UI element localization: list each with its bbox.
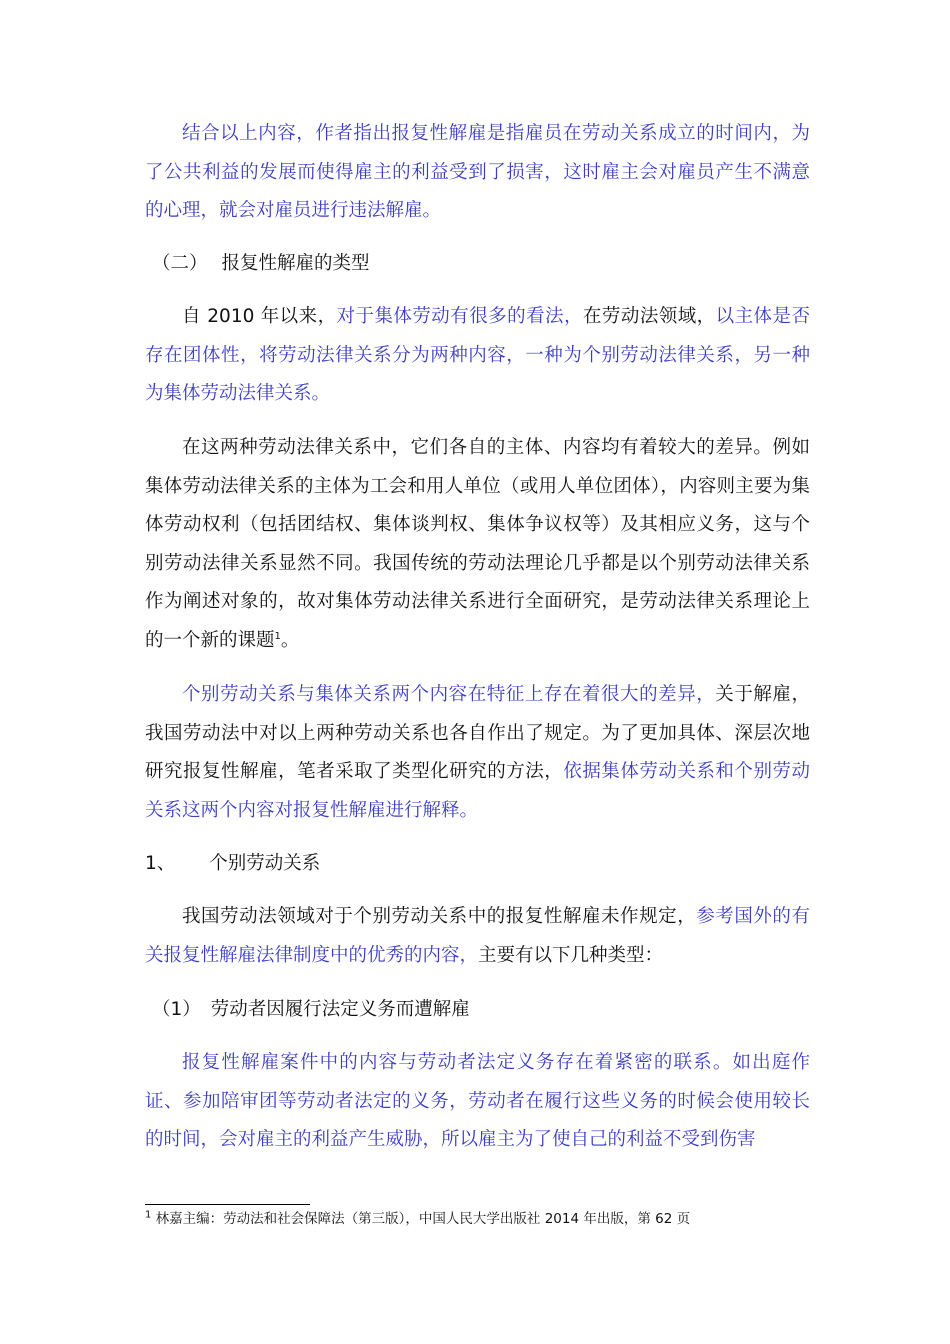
item-heading-legal-duty — [152, 991, 470, 1030]
text-run: 在劳动法领域， — [582, 306, 716, 327]
section-heading-types — [152, 245, 370, 284]
paragraph-legal-duty-text: 报复性解雇案件中的内容与劳动者法定义务存在着紧密的联系。如出庭作证、参加陪审团等劳动者法定的义务，劳动者在履行这些义务的时候会使用较长的时间，会对雇主的利益产生威胁，所以雇主为了使自己的利益不受到伤害 — [145, 1052, 810, 1150]
footnote-text: 林嘉主编：劳动法和社会保障法（第三版），中国人民大学出版社 2014 年出版，第 62 页 — [151, 1211, 691, 1227]
blue-text-run: 参考国外的有关报复性解雇法律制度中的优秀的内容， — [145, 906, 810, 966]
text-run: 在这两种劳动法律关系中，它们各自的主体、内容均有着较大的差异。例如集体劳动法律关系的主体为工会和用人单位（或用人单位团体），内容则主要为集体劳动权利（包括团结权、集体谈判权、集体争议权等）及其相应义务，这与个别劳动法律关系显然不同。我国传统的劳动法理论几乎都是以个别劳动法律关系作为阐述对象的，故对集体劳动法律关系进行全面研究，是劳动法律关系理论上的一个新的课题 — [145, 437, 810, 651]
paragraph-individual-types — [145, 898, 810, 975]
paragraph-typology-method — [145, 676, 810, 830]
paragraph-relationship-differences — [145, 429, 810, 660]
footnote — [145, 1208, 690, 1230]
subsection-heading-individual — [145, 845, 320, 884]
text-run: 主要有以下几种类型： — [478, 944, 664, 966]
paragraph-collective-labor — [145, 298, 810, 414]
blue-text-run: 对于集体劳动有很多的看法， — [336, 306, 583, 327]
footnote-separator — [145, 1204, 310, 1205]
footnote-reference: 1 — [274, 630, 281, 642]
section-heading-title: 报复性解雇的类型 — [221, 253, 370, 274]
subsection-heading-number: 1、 — [145, 853, 176, 874]
paragraph-definition — [145, 115, 810, 231]
blue-text-run: 个别劳动关系与集体关系两个内容在特征上存在着很大的差异， — [182, 684, 716, 705]
paragraph-definition-text: 结合以上内容，作者指出报复性解雇是指雇员在劳动关系成立的时间内，为了公共利益的发展而使得雇主的利益受到了损害，这时雇主会对雇员产生不满意的心理，就会对雇员进行违法解雇。 — [145, 123, 810, 221]
blue-text-run: 以主体是否存在团体性，将劳动法律关系分为两种内容，一种为个别劳动法律关系，另一种为集体劳动法律关系。 — [145, 306, 810, 404]
footnote-number: 1 — [145, 1209, 152, 1221]
item-heading-title: 劳动者因履行法定义务而遭解雇 — [210, 999, 470, 1020]
blue-text-run: 依据集体劳动关系和个别劳动关系这两个内容对报复性解雇进行解释。 — [145, 761, 810, 821]
item-heading-number: （1） — [152, 999, 201, 1020]
subsection-heading-title: 个别劳动关系 — [209, 853, 321, 874]
text-run: 关于解雇，我国劳动法中对以上两种劳动关系也各自作出了规定。为了更加具体、深层次地研究报复性解雇，笔者采取了类型化研究的方法， — [145, 684, 810, 782]
section-heading-number: （二） — [152, 253, 208, 274]
text-run: 我国劳动法领域对于个别劳动关系中的报复性解雇未作规定， — [182, 906, 697, 927]
paragraph-legal-duty — [145, 1044, 810, 1160]
text-run: 自 2010 年以来， — [182, 306, 337, 327]
text-run: 。 — [280, 629, 300, 651]
